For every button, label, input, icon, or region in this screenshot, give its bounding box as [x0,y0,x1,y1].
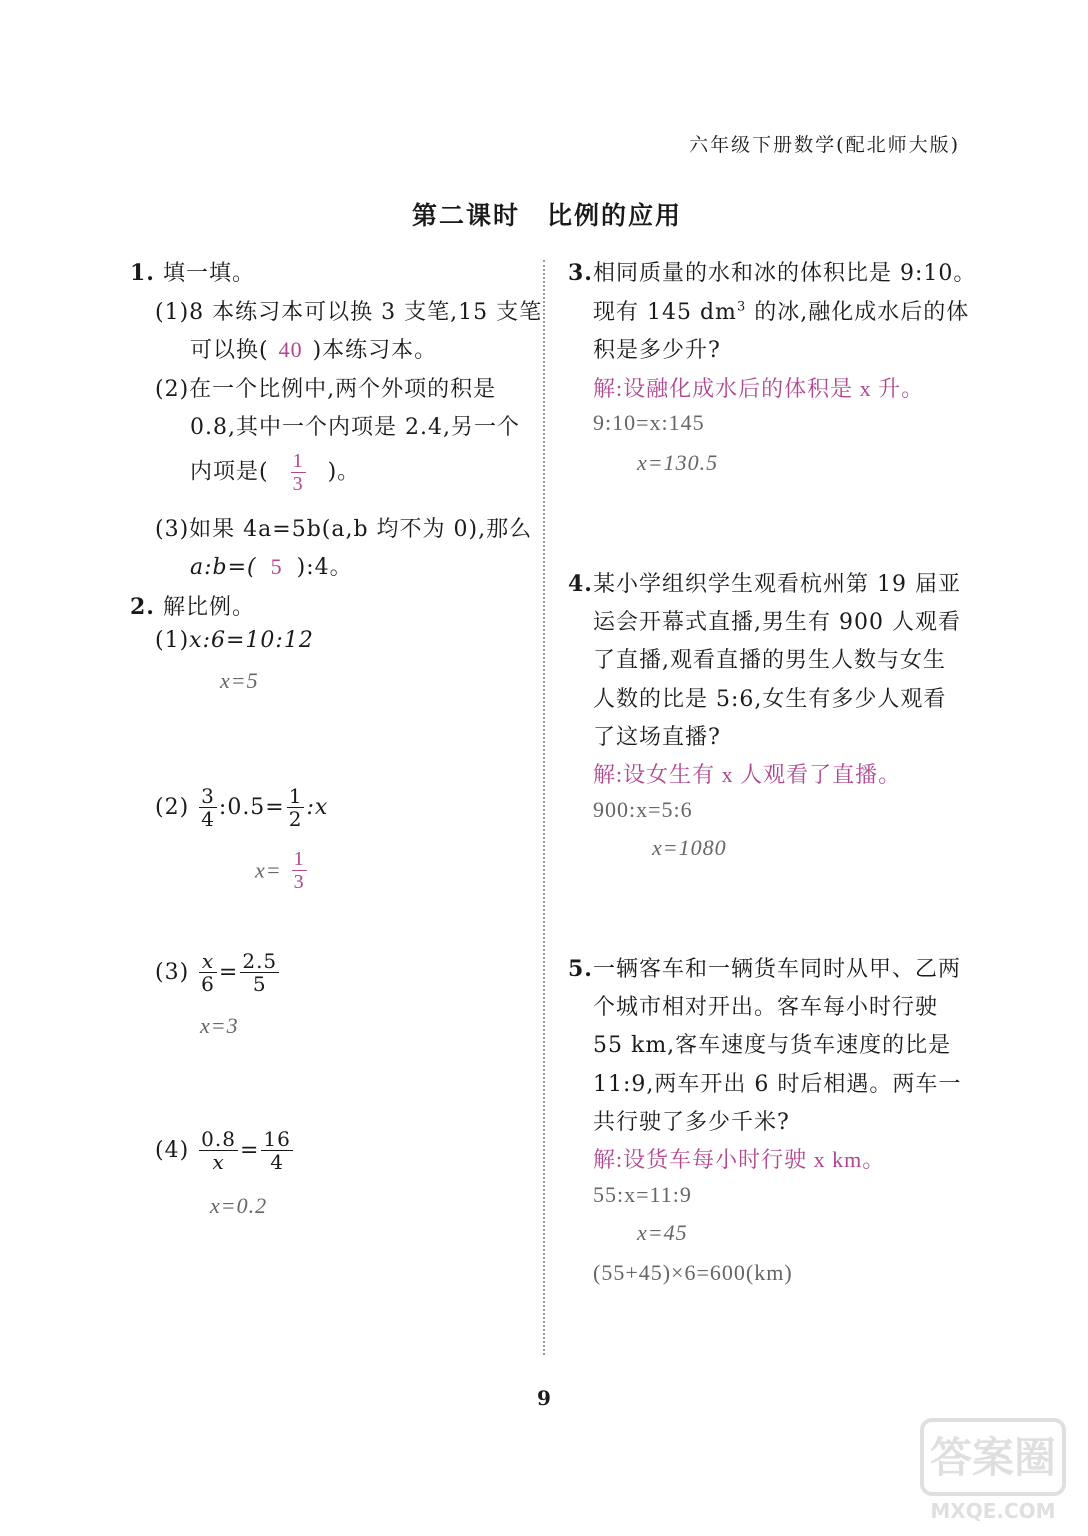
q2-s4-answer: x=0.2 [210,1193,268,1218]
fraction-numerator: 1 [288,784,303,808]
q2-s1 [155,628,314,653]
fraction-denominator: 6 [201,972,215,996]
q4-number: 4. [568,571,593,597]
q1-p1-line2 [190,333,437,364]
q2-s3-equals: = [218,960,239,985]
q3-solution-line1: 解:设融化成水后的体积是 x 升。 [593,376,925,401]
q2-s3-fraction-1 [199,950,217,995]
q4-line4: 人数的比是 5:6,女生有多少人观看 [593,687,947,712]
q1-p2-text-a: 内项是( [190,459,269,485]
q4-line5: 了这场直播? [593,725,721,750]
q3-line3: 积是多少升? [593,338,721,363]
fraction-numerator: 1 [292,450,304,472]
q2-s3-label: (3) [155,960,190,985]
q1-p2-text-b: )。 [327,459,361,485]
q4-solution-line3: x=1080 [652,835,727,860]
fraction-numerator: 1 [293,848,305,870]
q3-text-line1: 相同质量的水和冰的体积比是 9:10。 [592,261,977,286]
q5-line3: 55 km,客车速度与货车速度的比是 [593,1033,952,1058]
q4-solution-line1: 解:设女生有 x 人观看了直播。 [593,762,902,787]
q1-title: 填一填。 [162,261,255,286]
q2-number: 2. [130,594,155,620]
fraction-denominator: 3 [293,871,305,893]
q1-p1-answer: 40 [278,337,303,362]
q4-text-line1: 某小学组织学生观看杭州第 19 届亚 [592,572,961,597]
fraction-denominator: 4 [270,1150,285,1174]
fraction-numerator: 3 [201,784,215,808]
q2-s4 [155,1128,295,1173]
q5-solution-line2: 55:x=11:9 [593,1182,692,1207]
q2-s1-label: (1) [155,628,190,653]
q5-line1 [568,952,961,983]
watermark-logo [918,1416,1068,1526]
q5-line5: 共行驶了多少千米? [593,1110,790,1135]
q2-s3 [155,950,281,995]
q2-s2-answer-fraction [292,848,307,893]
q1-p2-line1: (2)在一个比例中,两个外项的积是 [155,377,497,402]
fraction-numerator: 16 [263,1127,291,1151]
q3-number: 3. [568,260,593,286]
q1-p2-answer-fraction [291,450,306,495]
fraction-numerator: x [199,950,217,973]
header-book-title: 六年级下册数学(配北师大版) [689,134,960,156]
page-title: 第二课时 比例的应用 [412,201,683,230]
fraction-denominator: 5 [252,972,267,996]
q1-p3-line2 [190,550,353,581]
q3-superscript: 3 [736,299,747,315]
q1-p1-text-a: 可以换( [190,338,269,363]
q1-p3-line1: (3)如果 4a=5b(a,b 均不为 0),那么 [155,517,533,542]
fraction-denominator: x [212,1150,225,1174]
fraction-denominator: 2 [288,807,303,831]
q1-p3-text-b: ):4。 [296,555,353,580]
q2-s2-end: :x [306,795,329,820]
q2-s2-answer [255,848,309,893]
q2-title: 解比例。 [162,595,255,620]
q2-s2-middle: :0.5= [218,795,285,820]
fraction-numerator: 2.5 [242,949,278,973]
q2-s2-label: (2) [155,795,190,820]
q1-p1-line1: (1)8 本练习本可以换 3 支笔,15 支笔 [155,300,543,325]
fraction-numerator: 0.8 [201,1127,236,1151]
q3-line1 [568,256,976,287]
q4-line2: 运会开幕式直播,男生有 900 人观看 [593,610,961,635]
fraction-denominator: 4 [201,807,215,831]
q5-line4: 11:9,两车开出 6 时后相遇。两车一 [593,1072,962,1097]
fraction-denominator: 3 [292,473,304,495]
q2-s4-fraction-1 [199,1128,238,1173]
q2-s4-label: (4) [155,1138,190,1163]
q1-p3-text-a: a:b=( [190,555,257,580]
q2-title-row [130,590,255,621]
q5-text-line1: 一辆客车和一辆货车同时从甲、乙两 [592,957,961,982]
q2-s3-answer: x=3 [200,1013,239,1038]
q1-title-row [130,256,255,287]
q2-s2-fraction-2 [287,785,305,830]
q3-text-line2a: 现有 145 dm [593,300,737,325]
q1-number: 1. [130,260,155,286]
page-number: 9 [537,1386,551,1410]
q2-s1-answer: x=5 [220,668,259,693]
q2-s3-fraction-2 [240,950,279,995]
column-divider [543,260,545,1355]
watermark-text-main: 答案圈 [929,1433,1057,1482]
q5-solution-line3: x=45 [637,1220,688,1245]
q4-line3: 了直播,观看直播的男生人数与女生 [593,648,946,673]
q2-s2-answer-x: x= [255,857,282,883]
q1-p1-text-b: )本练习本。 [312,338,438,363]
q5-solution-line1: 解:设货车每小时行驶 x km。 [593,1147,886,1172]
q2-s1-equation: x:6=10:12 [189,628,314,653]
watermark-text-url: MXQE.COM [930,1499,1056,1523]
q5-line2: 个城市相对开出。客车每小时行驶 [593,995,939,1020]
q2-s2-fraction-1 [199,785,217,830]
q2-s4-equals: = [239,1138,260,1163]
q1-p3-answer: 5 [270,554,283,579]
q2-s2 [155,785,328,830]
q3-line2 [593,295,969,326]
q3-solution-line2: 9:10=x:145 [593,410,705,435]
q1-p2-line2: 0.8,其中一个内项是 2.4,另一个 [190,415,520,440]
q1-p2-line3 [190,450,360,495]
q3-solution-line3: x=130.5 [637,450,719,475]
q5-number: 5. [568,956,593,982]
q5-solution-line4: (55+45)×6=600(km) [593,1260,793,1285]
q3-text-line2b: 的冰,融化成水后的体 [746,300,970,325]
q4-solution-line2: 900:x=5:6 [593,797,693,822]
q4-line1 [568,567,961,598]
q2-s4-fraction-2 [261,1128,292,1173]
